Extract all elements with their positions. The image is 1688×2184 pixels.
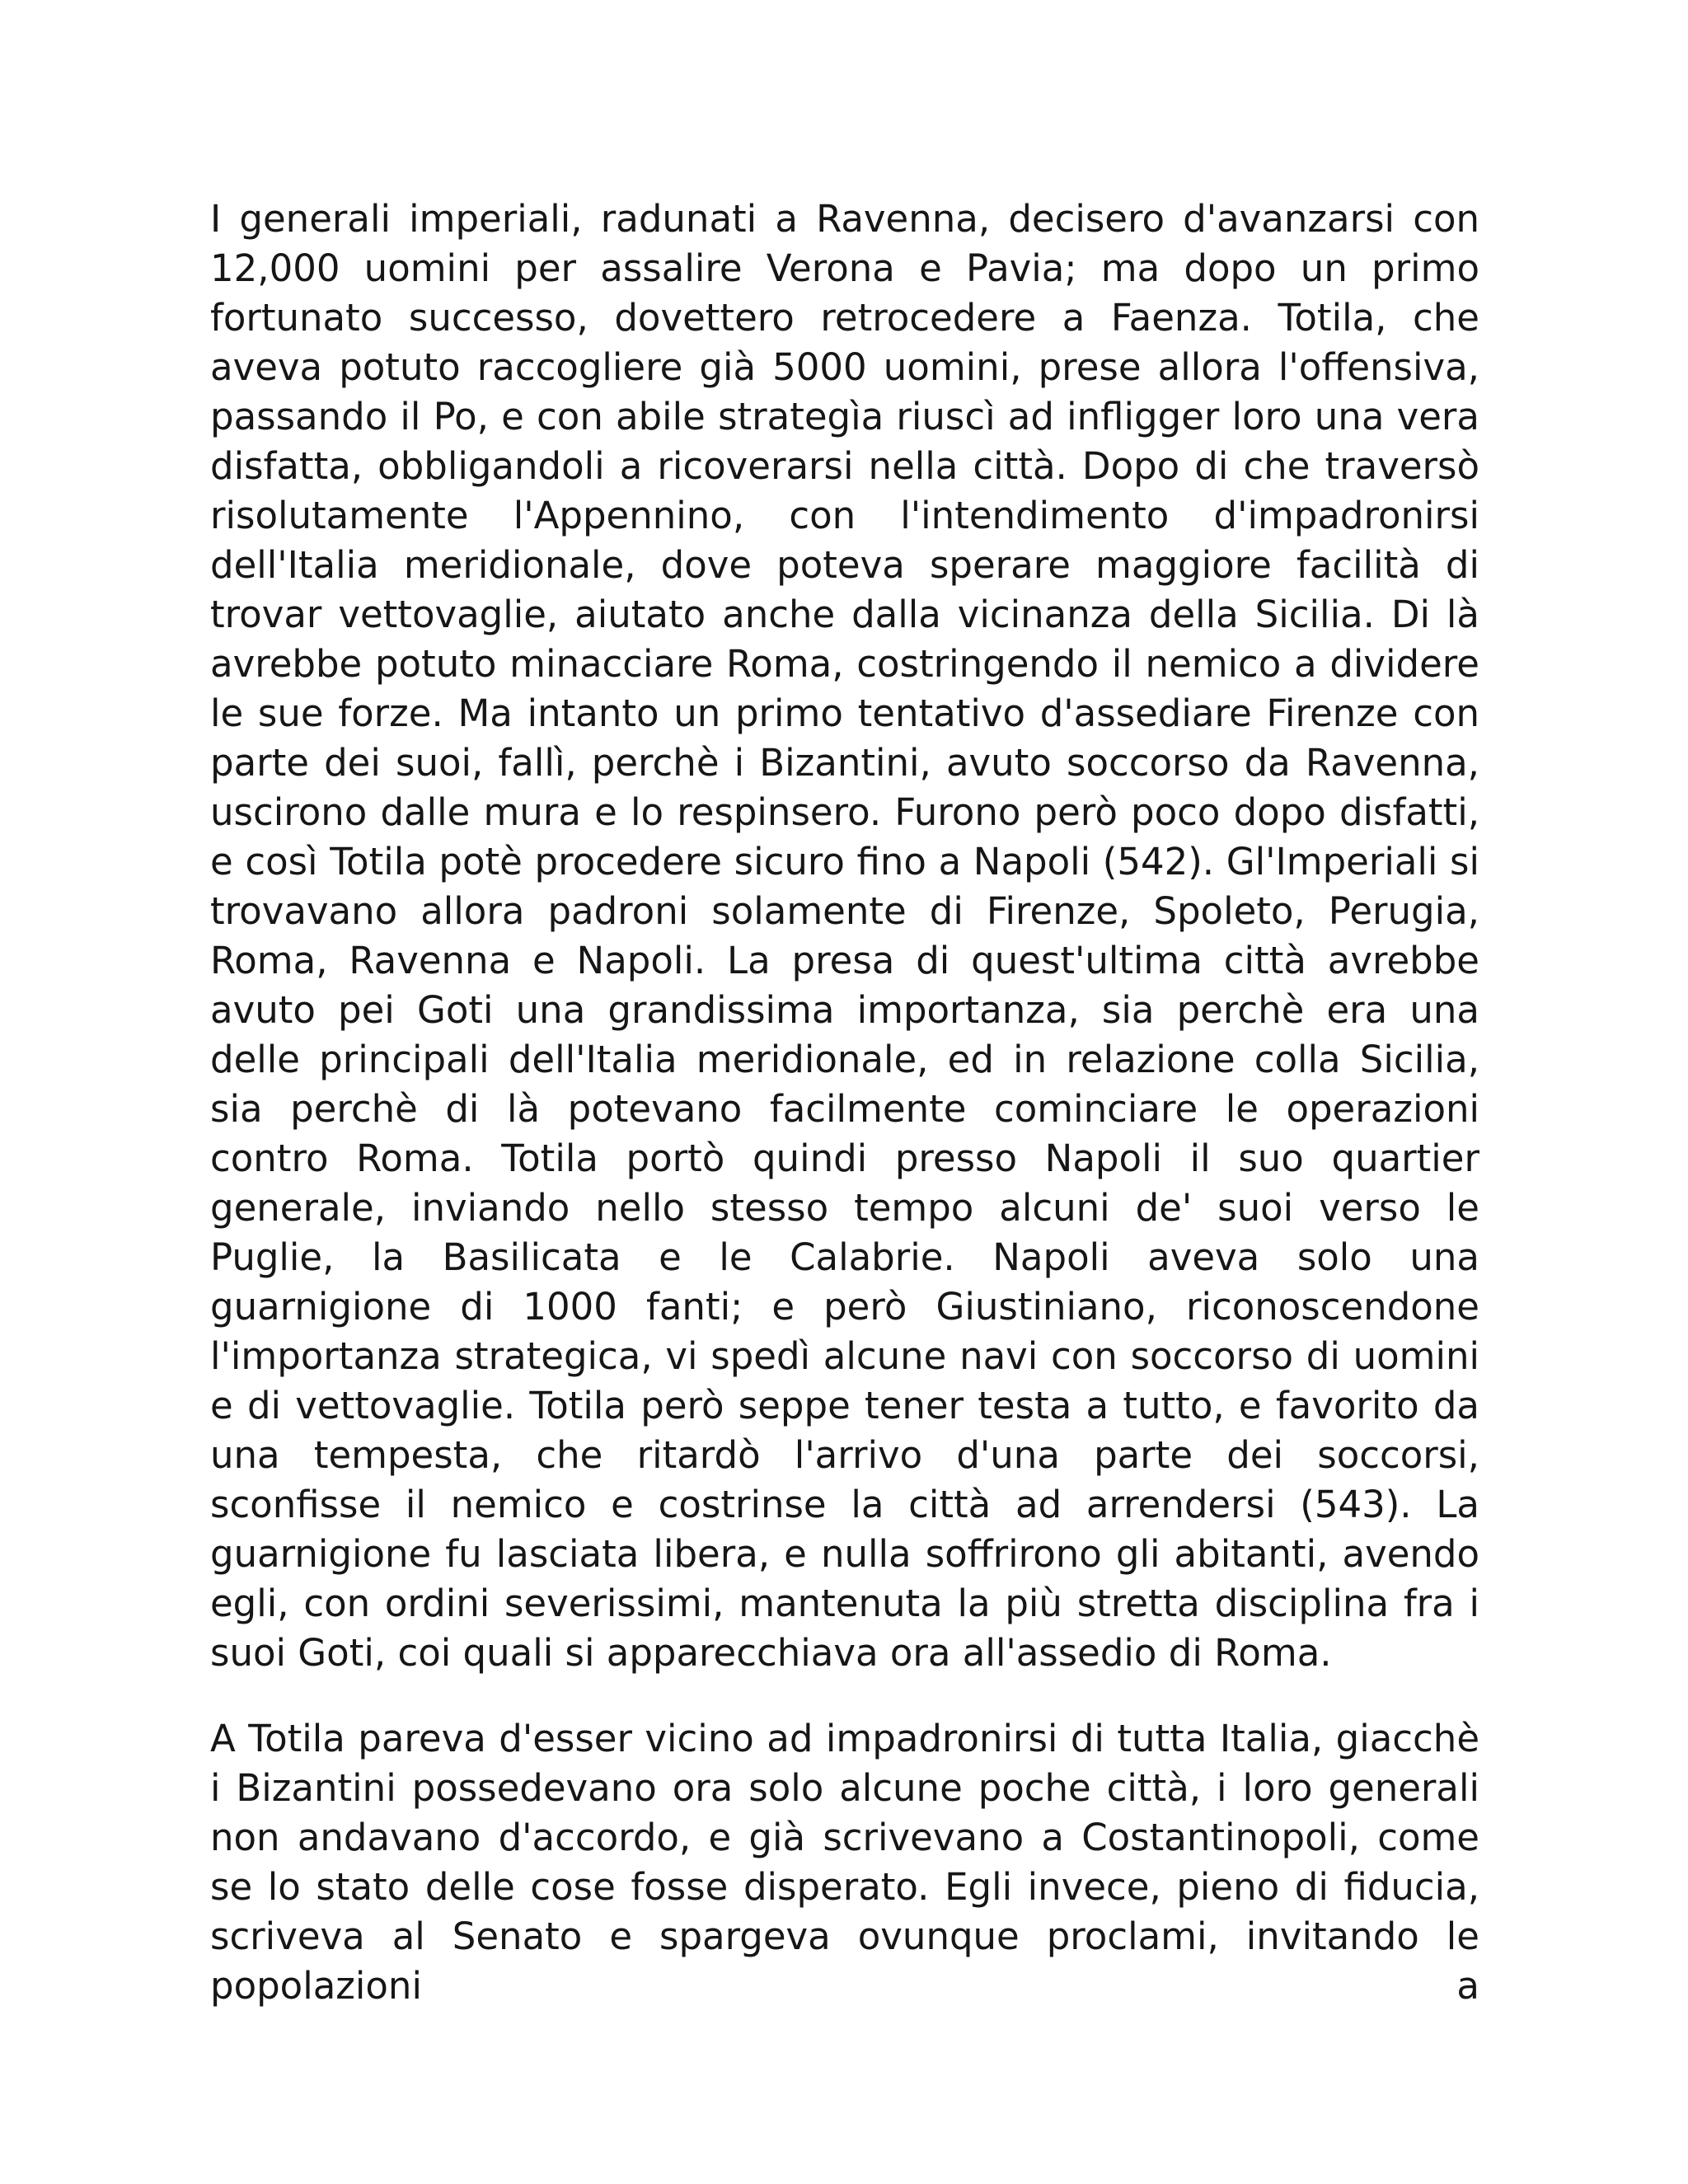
document-page	[210, 194, 1479, 2011]
paragraph-1: I generali imperiali, radunati a Ravenna, decisero d'avanzarsi con 12,000 uomini per assalire Verona e Pavia; ma dopo un primo fortunato successo, dovettero retrocedere a Faenza. Totila, che aveva potuto raccogliere già 5000 uomini, prese allora l'offensiva, passando il Po, e con abile strategìa riuscì ad infligger loro una vera disfatta, obbligandoli a ricoverarsi nella città. Dopo di che traversò risolutamente l'Appennino, con l'intendimento d'impadronirsi dell'Italia meridionale, dove poteva sperare maggiore facilità di trovar vettovaglie, aiutato anche dalla vicinanza della Sicilia. Di là avrebbe potuto minacciare Roma, costringendo il nemico a dividere le sue forze. Ma intanto un primo tentativo d'assediare Firenze con parte dei suoi, fallì, perchè i Bizantini, avuto soccorso da Ravenna, uscirono dalle mura e lo respinsero. Furono però poco dopo disfatti, e così Totila potè procedere sicuro fino a Napoli (542). Gl'Imperiali si trovavano allora padroni solamente di Firenze, Spoleto, Perugia, Roma, Ravenna e Napoli. La presa di quest'ultima città avrebbe avuto pei Goti una grandissima importanza, sia perchè era una delle principali dell'Italia meridionale, ed in relazione colla Sicilia, sia perchè di là potevano facilmente cominciare le operazioni contro Roma. Totila portò quindi presso Napoli il suo quartier generale, inviando nello stesso tempo alcuni de' suoi verso le Puglie, la Basilicata e le Calabrie. Napoli aveva solo una guarnigione di 1000 fanti; e però Giustiniano, riconoscendone l'importanza strategica, vi spedì alcune navi con soccorso di uomini e di vettovaglie. Totila però seppe tener testa a tutto, e favorito da una tempesta, che ritardò l'arrivo d'una parte dei soccorsi, sconfisse il nemico e costrinse la città ad arrendersi (543). La guarnigione fu lasciata libera, e nulla soffrirono gli abitanti, avendo egli, con ordini severissimi, mantenuta la più stretta disciplina fra i suoi Goti, coi quali si apparecchiava ora all'assedio di Roma.	[210, 197, 1479, 1675]
paragraph-2: A Totila pareva d'esser vicino ad impadronirsi di tutta Italia, giacchè i Bizantini possedevano ora solo alcune poche città, i loro generali non andavano d'accordo, e già scrivevano a Costantinopoli, come se lo stato delle cose fosse disperato. Egli invece, pieno di fiducia, scriveva al Senato e spargeva ovunque proclami, invitando le popolazioni a	[210, 1717, 1479, 2008]
